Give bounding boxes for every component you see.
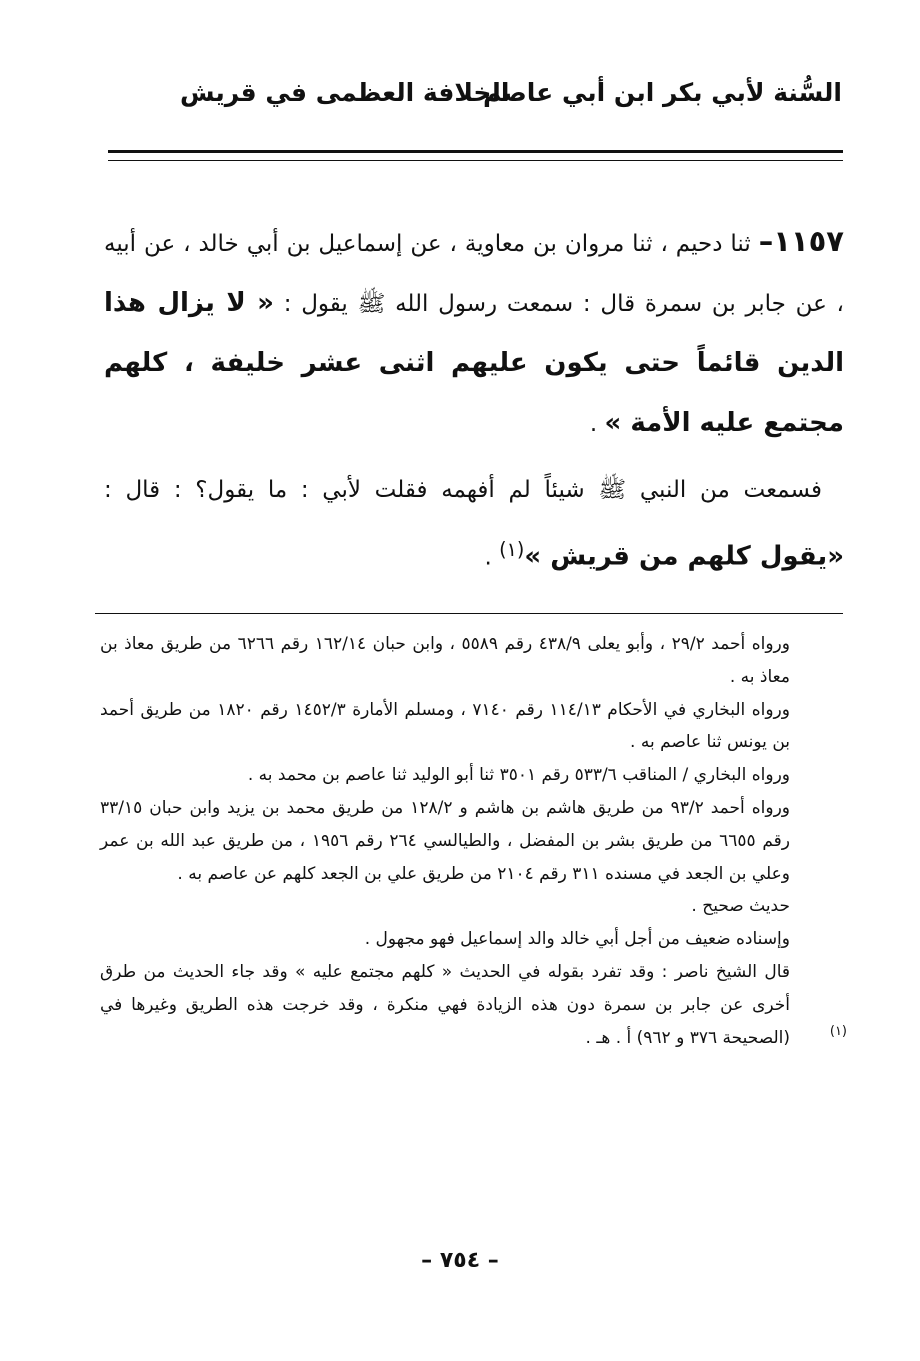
footnote-line: حديث صحيح . (691, 896, 790, 917)
footnote-line: وإسناده ضعيف من أجل أبي خالد والد إسماعيل فهو مجهول . (364, 929, 790, 950)
footnote-line: ورواه أحمد ٩٣/٢ من طريق هاشم بن هاشم و ١٢٨/٢ من طريق محمد بن يزيد وابن حبان ٣٣/١٥ رقم ٦٦٥٥ من طريق بشر بن المفضل ، والطيالسي ٢٦٤ رقم ١٩٥٦ ، من طريق عبد الله بن عمر وعلي بن الجعد في مسنده ٣١١ رقم ٢١٠٤ من طريق علي بن الجعد كلهم عن عاصم به . (100, 797, 790, 884)
header-rule-thick (108, 150, 843, 153)
quote-text: «يقول كلهم من قريش » (524, 541, 844, 572)
paragraph-end: . (589, 411, 605, 437)
footnote-separator (95, 613, 843, 614)
hadith-number: ١١٥٧– (758, 224, 844, 258)
hadith-paragraph-2 (104, 461, 844, 588)
footnote-line: ورواه البخاري / المناقب ٥٣٣/٦ رقم ٣٥٠١ ثنا أبو الوليد ثنا عاصم بن محمد به . (247, 765, 790, 786)
running-header (150, 78, 842, 126)
book-title: السُّنة لأبي بكر ابن أبي عاصم (483, 78, 842, 107)
hadith-paragraph-1 (104, 212, 844, 454)
header-rule-thin (108, 160, 843, 161)
matn-text: « لا يزال هذا الدين قائماً حتى يكون عليهم اثنى عشر خليفة ، كلهم مجتمع عليه الأمة » (104, 288, 844, 438)
narration-text: فسمعت من النبي ﷺ شيئاً لم أفهمه فقلت لأبي : ما يقول؟ : قال : (104, 477, 822, 503)
paragraph-end: . (484, 544, 500, 571)
footnote-line: ورواه أحمد ٢٩/٢ ، وأبو يعلى ٤٣٨/٩ رقم ٥٥٨٩ ، وابن حبان ١٦٢/١٤ رقم ٦٢٦٦ من طريق معاذ بن معاذ به . (100, 634, 790, 687)
isnad-text: ثنا دحيم ، ثنا مروان بن معاوية ، عن إسماعيل بن أبي خالد ، عن أبيه ، عن جابر بن سمرة قال : سمعت رسول الله ﷺ يقول : (104, 231, 844, 317)
footnotes (100, 628, 790, 1054)
footnote-line: ورواه البخاري في الأحكام ١١٤/١٣ رقم ٧١٤٠ ، ومسلم الأمارة ١٤٥٢/٣ رقم ١٨٢٠ من طريق أحمد بن يونس ثنا عاصم به . (100, 699, 790, 753)
page-number: – ٧٥٤ – (421, 1248, 499, 1273)
footnote-reference: (١) (499, 538, 525, 561)
hadith-text (104, 212, 844, 588)
footnote-marker: (١) (829, 1024, 847, 1039)
chapter-title: الخلافة العظمى في قريش (180, 78, 510, 107)
footnote-line: قال الشيخ ناصر : وقد تفرد بقوله في الحديث « كلهم مجتمع عليه » وقد جاء الحديث من طرق أخرى عن جابر بن سمرة دون هذه الزيادة فهي منكرة ، وقد خرجت هذه الطريق وغيرها في (الصحيحة ٣٧٦ و ٩٦٢) أ . هـ . (100, 961, 790, 1048)
